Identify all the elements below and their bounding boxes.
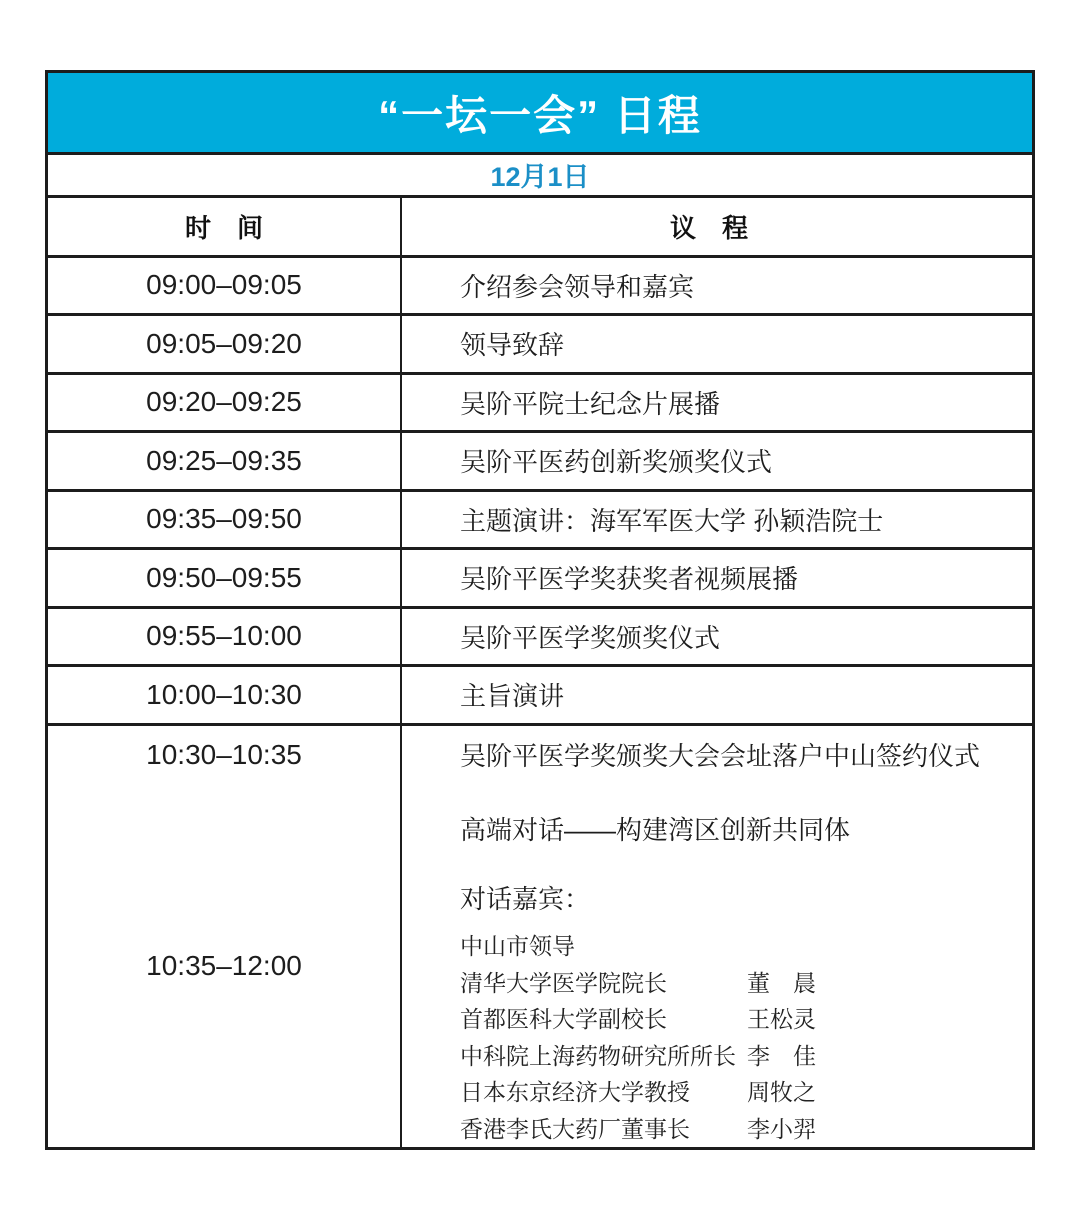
time-cell: 09:35–09:50 bbox=[48, 492, 402, 548]
guest-list bbox=[460, 928, 1016, 1147]
agenda-cell: 领导致辞 bbox=[460, 330, 565, 361]
guest-name: 王松灵 bbox=[747, 1006, 816, 1032]
schedule-date: 12月1日 bbox=[490, 162, 590, 193]
guest-role: 香港李氏大药厂董事长 bbox=[460, 1115, 690, 1142]
time-cell: 09:05–09:20 bbox=[48, 316, 402, 372]
guest-row bbox=[460, 1038, 1016, 1075]
time-cell: 09:55–10:00 bbox=[48, 609, 402, 665]
schedule-title-band bbox=[48, 73, 1032, 155]
schedule-row bbox=[48, 316, 1032, 375]
guest-row bbox=[460, 1001, 1016, 1038]
time-cell: 10:30–10:35 bbox=[48, 726, 402, 785]
column-header-agenda: 议 程 bbox=[669, 212, 748, 243]
guest-name: 周牧之 bbox=[747, 1079, 816, 1105]
schedule-row bbox=[48, 492, 1032, 551]
guest-name: 李小羿 bbox=[747, 1115, 816, 1142]
schedule-title: “一坛一会” 日程 bbox=[378, 91, 702, 139]
schedule-table bbox=[45, 70, 1035, 1150]
panel-agenda-cell bbox=[402, 784, 1032, 1147]
agenda-cell: 吴阶平医学奖颁奖大会会址落户中山签约仪式 bbox=[460, 741, 981, 772]
guest-role: 日本东京经济大学教授 bbox=[460, 1079, 690, 1105]
guest-role: 首都医科大学副校长 bbox=[460, 1006, 667, 1032]
guest-name: 李 佳 bbox=[747, 1042, 816, 1069]
panel-title: 高端对话——构建湾区创新共同体 bbox=[460, 815, 851, 845]
guest-row bbox=[460, 1074, 1016, 1111]
schedule-row bbox=[48, 433, 1032, 492]
guests-label: 对话嘉宾： bbox=[460, 884, 591, 914]
agenda-cell: 吴阶平院士纪念片展播 bbox=[460, 388, 721, 419]
agenda-cell: 吴阶平医药创新奖颁奖仪式 bbox=[460, 447, 773, 478]
guest-role: 中科院上海药物研究所所长 bbox=[460, 1042, 736, 1069]
schedule-row bbox=[48, 375, 1032, 434]
time-cell: 10:00–10:30 bbox=[48, 667, 402, 723]
time-cell: 09:20–09:25 bbox=[48, 375, 402, 431]
time-cell: 09:25–09:35 bbox=[48, 433, 402, 489]
guest-row bbox=[460, 928, 1016, 965]
agenda-cell: 主旨演讲 bbox=[460, 681, 565, 712]
schedule-row bbox=[48, 667, 1032, 726]
agenda-cell: 介绍参会领导和嘉宾 bbox=[460, 271, 695, 302]
column-header-time: 时 间 bbox=[48, 198, 402, 255]
guest-row bbox=[460, 1111, 1016, 1148]
guest-role: 清华大学医学院院长 bbox=[460, 969, 667, 996]
time-cell: 09:50–09:55 bbox=[48, 550, 402, 606]
agenda-cell: 吴阶平医学奖获奖者视频展播 bbox=[460, 564, 799, 595]
schedule-date-row bbox=[48, 155, 1032, 197]
schedule-row bbox=[48, 550, 1032, 609]
schedule-row bbox=[48, 609, 1032, 668]
schedule-row bbox=[48, 726, 1032, 785]
guest-name: 董 晨 bbox=[747, 969, 816, 996]
time-cell: 09:00–09:05 bbox=[48, 258, 402, 314]
panel-row bbox=[48, 784, 1032, 1147]
schedule-row bbox=[48, 258, 1032, 317]
column-header-row bbox=[48, 198, 1032, 258]
panel-time-cell: 10:35–12:00 bbox=[48, 784, 402, 1147]
agenda-cell: 主题演讲：海军军医大学 孙颖浩院士 bbox=[460, 505, 884, 536]
agenda-cell: 吴阶平医学奖颁奖仪式 bbox=[460, 622, 721, 653]
guest-row bbox=[460, 965, 1016, 1002]
guest-role: 中山市领导 bbox=[460, 933, 575, 959]
